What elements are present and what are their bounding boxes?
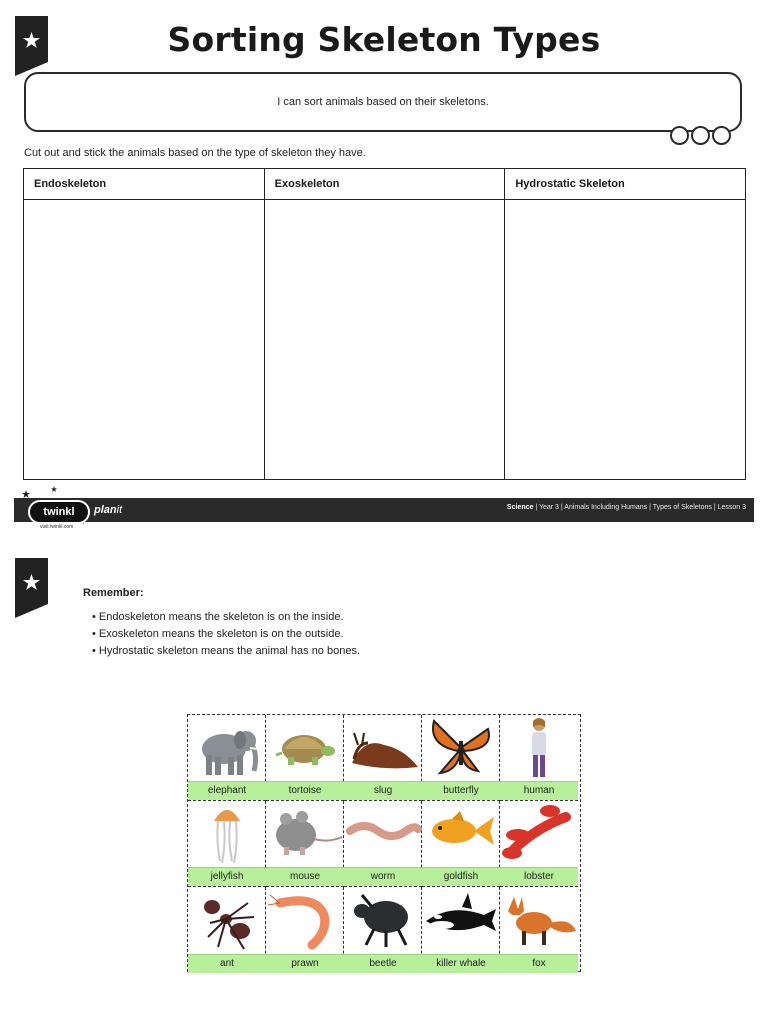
remember-list <box>92 611 360 662</box>
animal-card-prawn[interactable] <box>266 887 344 973</box>
animal-card-slug[interactable] <box>344 715 422 801</box>
drop-area-hydrostatic[interactable] <box>505 200 746 480</box>
remember-heading: Remember: <box>83 587 144 599</box>
planit-logo: planit <box>94 504 123 516</box>
animal-label: worm <box>344 867 422 886</box>
prawn-icon <box>266 887 344 953</box>
elephant-icon <box>188 715 266 781</box>
list-item: • Hydrostatic skeleton means the animal has no bones. <box>92 645 360 662</box>
animal-label: butterfly <box>422 781 500 800</box>
human-icon <box>500 715 578 781</box>
animal-card-worm[interactable] <box>344 801 422 887</box>
animal-card-beetle[interactable] <box>344 887 422 973</box>
animal-card-fox[interactable] <box>500 887 578 973</box>
animal-cutout-grid <box>187 714 581 972</box>
animal-card-lobster[interactable] <box>500 801 578 887</box>
animal-label: fox <box>500 954 578 973</box>
tortoise-icon <box>266 715 344 781</box>
sorting-table <box>23 168 746 480</box>
drop-area-exoskeleton[interactable] <box>264 200 505 480</box>
twinkl-logo <box>18 484 90 530</box>
animal-label: human <box>500 781 578 800</box>
animal-card-human[interactable] <box>500 715 578 801</box>
header-endoskeleton: Endoskeleton <box>24 169 265 200</box>
drop-area-endoskeleton[interactable] <box>24 200 265 480</box>
learning-objective-text: I can sort animals based on their skeletons. <box>277 96 489 108</box>
page-title: Sorting Skeleton Types <box>167 20 601 59</box>
header-exoskeleton: Exoskeleton <box>264 169 505 200</box>
beetle-icon <box>344 887 422 953</box>
animal-label: tortoise <box>266 781 344 800</box>
animal-label: ant <box>188 954 266 973</box>
learning-objective-box <box>24 72 742 132</box>
fox-icon <box>500 887 578 953</box>
circle-icon <box>712 126 731 145</box>
animal-card-killer-whale[interactable] <box>422 887 500 973</box>
animal-card-tortoise[interactable] <box>266 715 344 801</box>
killer-whale-icon <box>422 887 500 953</box>
goldfish-icon <box>422 801 500 867</box>
butterfly-icon <box>422 715 500 781</box>
decorative-circles <box>670 126 733 145</box>
animal-card-jellyfish[interactable] <box>188 801 266 887</box>
animal-card-ant[interactable] <box>188 887 266 973</box>
header-hydrostatic: Hydrostatic Skeleton <box>505 169 746 200</box>
animal-label: beetle <box>344 954 422 973</box>
animal-card-goldfish[interactable] <box>422 801 500 887</box>
logo-url: visit twinkl.com <box>40 524 74 530</box>
table-row <box>24 200 746 480</box>
list-item: • Exoskeleton means the skeleton is on the outside. <box>92 628 360 645</box>
footer-breadcrumb: Science | Year 3 | Animals Including Humans | Types of Skeletons | Lesson 3 <box>506 504 746 511</box>
animal-card-mouse[interactable] <box>266 801 344 887</box>
slug-icon <box>344 715 422 781</box>
animal-label: goldfish <box>422 867 500 886</box>
circle-icon <box>691 126 710 145</box>
animal-label: jellyfish <box>188 867 266 886</box>
table-header-row <box>24 169 746 200</box>
logo-wordmark: twinkl <box>28 500 90 524</box>
star-ribbon-icon <box>15 558 48 618</box>
ant-icon <box>188 887 266 953</box>
animal-label: prawn <box>266 954 344 973</box>
animal-label: lobster <box>500 867 578 886</box>
footer-bar <box>14 498 754 522</box>
instruction-text: Cut out and stick the animals based on the type of skeleton they have. <box>24 147 366 159</box>
animal-card-elephant[interactable] <box>188 715 266 801</box>
lobster-icon <box>500 801 578 867</box>
animal-label: elephant <box>188 781 266 800</box>
worm-icon <box>344 801 422 867</box>
animal-label: mouse <box>266 867 344 886</box>
animal-card-butterfly[interactable] <box>422 715 500 801</box>
circle-icon <box>670 126 689 145</box>
list-item: • Endoskeleton means the skeleton is on the inside. <box>92 611 360 628</box>
mouse-icon <box>266 801 344 867</box>
jellyfish-icon <box>188 801 266 867</box>
animal-label: slug <box>344 781 422 800</box>
animal-label: killer whale <box>422 954 500 973</box>
